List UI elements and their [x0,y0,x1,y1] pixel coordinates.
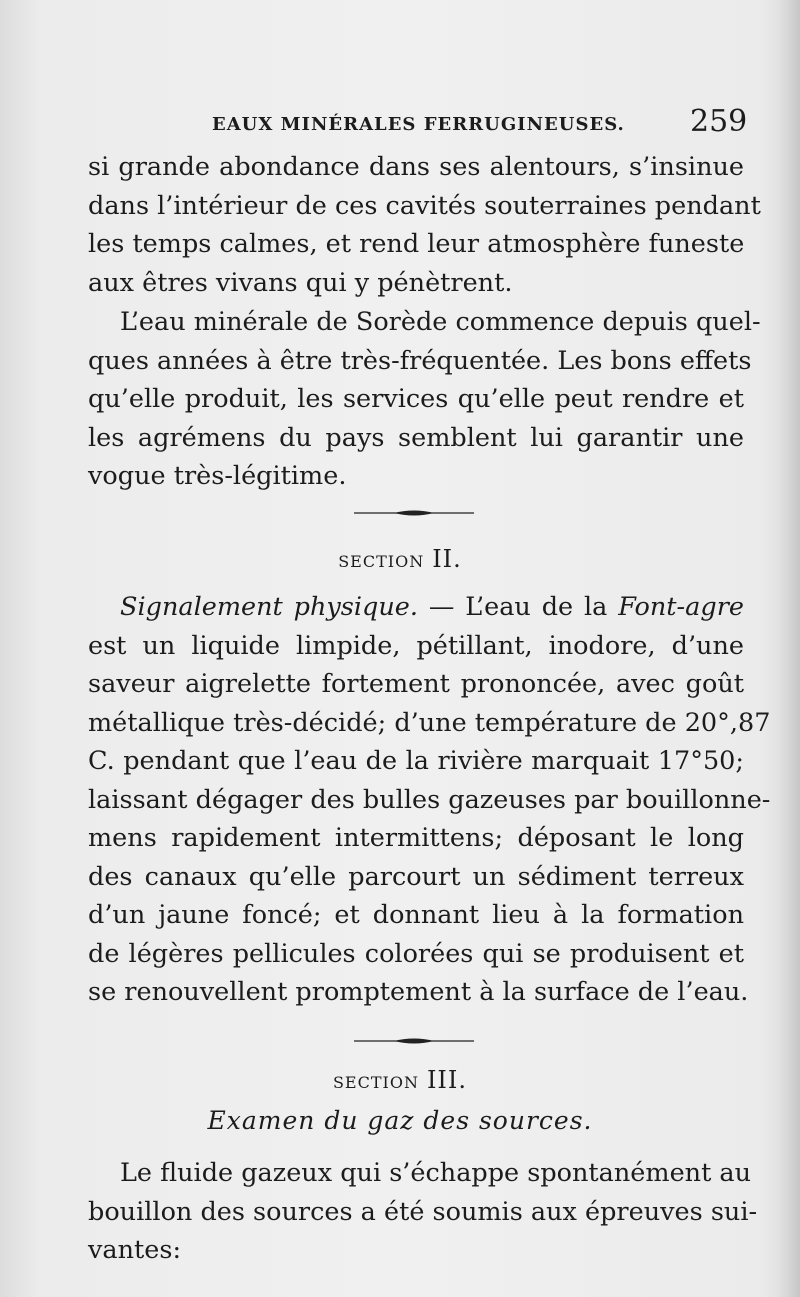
section-divider-ornament [354,1036,474,1046]
text-line-first [88,588,744,627]
text-line: laissant dégager des bulles gazeuses par bouillonne- [88,784,771,815]
text-line: dans l’intérieur de ces cavités souterraines pendant [88,190,761,221]
page-header [0,104,800,144]
section-divider-ornament [354,508,474,518]
text-line: L’eau minérale de Sorède commence depuis quel- [120,307,761,337]
text-line: des canaux qu’elle parcourt un sédiment terreux [88,861,744,892]
section-subtitle: Examen du gaz des sources. [207,1106,593,1135]
section-heading-3 [0,1066,800,1094]
text-line: vantes: [88,1235,182,1265]
text-line: mens rapidement intermittens; déposant le long [88,823,744,853]
text-line: saveur aigrelette fortement prononcée, avec goût [88,669,744,699]
paragraph-continuation [88,148,761,302]
text-line: ques années à être très-fréquentée. Les bons effets [88,345,752,376]
text-run: — L’eau de la [417,592,619,622]
text-line: si grande abondance dans ses alentours, s’insinue [88,152,744,182]
section-number: II. [432,545,462,573]
italic-name: Font-agre [618,592,744,622]
text-line: d’un jaune foncé; et donnant lieu à la formation [88,900,744,930]
text-line: métallique très-décidé; d’une température de 20°,87 [88,707,771,738]
text-line: de légères pellicules colorées qui se produisent et [88,938,744,969]
text-line: se renouvellent promptement à la surface de l’eau. [88,977,749,1007]
page-number: 259 [690,104,748,139]
text-line: les agrémens du pays semblent lui garantir une [88,422,744,453]
paragraph-gaz [88,1154,758,1270]
section-heading-2 [0,545,800,573]
italic-lead: Signalement physique. [120,592,418,622]
section-label: SECTION [338,552,425,571]
text-line: Le fluide gazeux qui s’échappe spontanément au [120,1158,752,1188]
text-line: C. pendant que l’eau de la rivière marquait 17°50; [88,746,744,776]
page-gutter-shadow [778,0,800,1297]
text-line: vogue très-légitime. [88,461,347,491]
section-label: SECTION [332,1073,419,1092]
text-line: les temps calmes, et rend leur atmosphère funeste [88,229,745,259]
text-line: qu’elle produit, les services qu’elle peut rendre et [88,384,744,414]
text-line: bouillon des sources a été soumis aux épreuves sui- [88,1196,758,1227]
paragraph-sorede [88,303,761,496]
running-head: EAUX MINÉRALES FERRUGINEUSES. [212,114,625,135]
text-line: aux êtres vivans qui y pénètrent. [88,267,513,298]
section-number: III. [426,1066,468,1094]
text-line: est un liquide limpide, pétillant, inodore, d’une [88,630,744,661]
paragraph-signalement [88,588,771,1012]
